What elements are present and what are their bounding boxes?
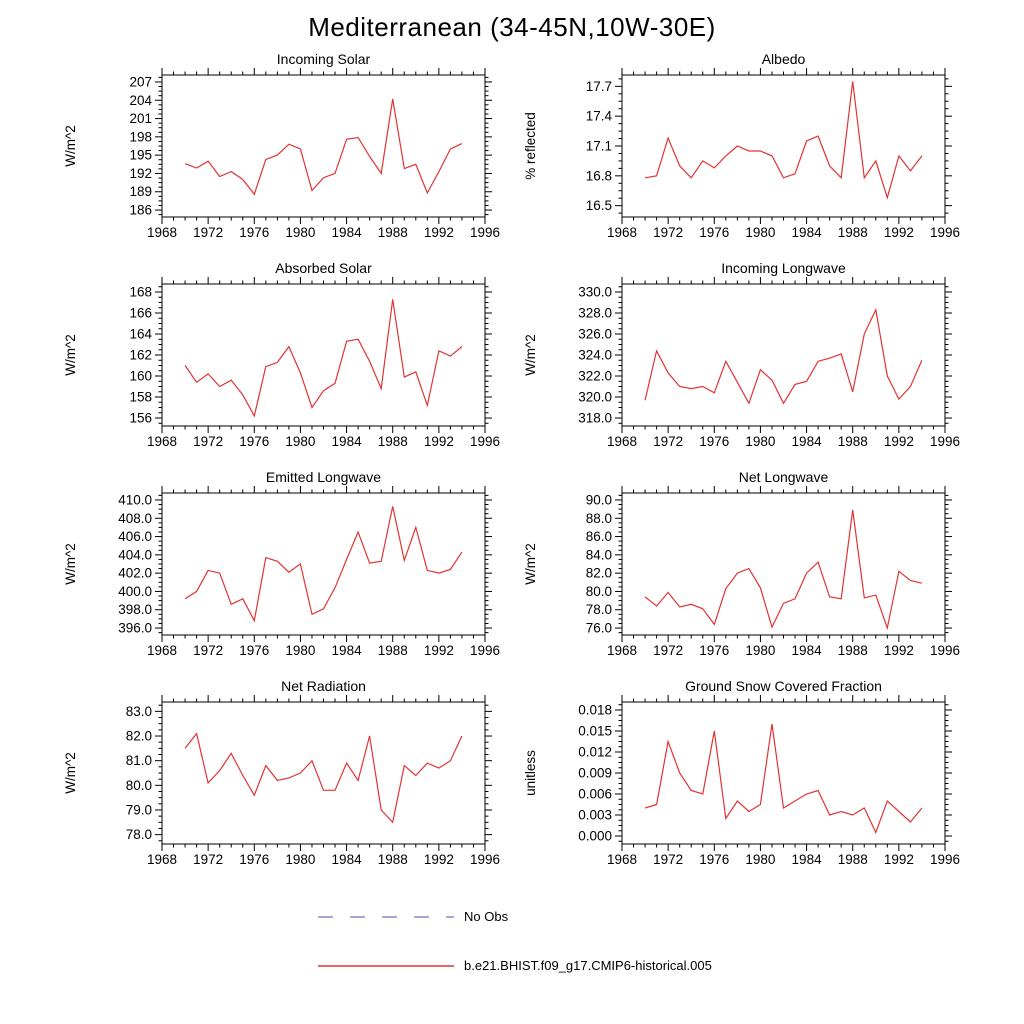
svg-text:90.0: 90.0 xyxy=(585,492,612,508)
svg-text:0.003: 0.003 xyxy=(578,807,612,823)
y-axis-label: W/m^2 xyxy=(63,334,78,376)
svg-text:82.0: 82.0 xyxy=(125,728,152,744)
y-axis-label: W/m^2 xyxy=(63,543,78,585)
svg-text:402.0: 402.0 xyxy=(118,565,152,581)
svg-text:1984: 1984 xyxy=(791,225,822,240)
svg-text:1996: 1996 xyxy=(929,434,961,449)
svg-text:408.0: 408.0 xyxy=(118,510,152,526)
plot-frame xyxy=(162,493,485,635)
svg-text:1984: 1984 xyxy=(331,643,362,658)
y-axis-label: W/m^2 xyxy=(63,125,78,167)
plot-frame xyxy=(622,493,945,635)
svg-text:1968: 1968 xyxy=(606,852,638,867)
svg-text:88.0: 88.0 xyxy=(585,510,612,526)
svg-text:0.009: 0.009 xyxy=(578,765,612,781)
svg-text:80.0: 80.0 xyxy=(585,583,612,599)
svg-text:1984: 1984 xyxy=(331,434,362,449)
svg-text:86.0: 86.0 xyxy=(585,529,612,545)
svg-text:1976: 1976 xyxy=(239,643,270,658)
svg-text:1996: 1996 xyxy=(469,643,501,658)
subplot-title: Net Radiation xyxy=(281,678,366,694)
svg-text:328.0: 328.0 xyxy=(578,305,612,321)
subplot-absorbed-solar xyxy=(57,260,507,465)
series-line xyxy=(185,299,462,416)
svg-text:1984: 1984 xyxy=(331,852,362,867)
series-line xyxy=(645,510,922,628)
chart-canvas xyxy=(517,260,967,465)
svg-text:1992: 1992 xyxy=(423,225,454,240)
y-axis-label: W/m^2 xyxy=(523,543,538,585)
subplot-ground-snow-covered-fraction xyxy=(517,678,967,883)
svg-text:17.7: 17.7 xyxy=(585,78,612,94)
svg-text:1988: 1988 xyxy=(377,643,408,658)
svg-text:1984: 1984 xyxy=(791,643,822,658)
subplot-incoming-solar xyxy=(57,51,507,256)
chart-canvas xyxy=(517,51,967,256)
svg-text:80.0: 80.0 xyxy=(125,777,152,793)
figure-title: Mediterranean (34-45N,10W-30E) xyxy=(308,12,716,42)
svg-text:1972: 1972 xyxy=(193,852,224,867)
svg-text:1976: 1976 xyxy=(699,643,730,658)
svg-text:160: 160 xyxy=(129,368,152,384)
plot-frame xyxy=(162,75,485,217)
svg-text:164: 164 xyxy=(129,326,152,342)
subplot-albedo xyxy=(517,51,967,256)
svg-text:1980: 1980 xyxy=(745,225,776,240)
svg-text:1980: 1980 xyxy=(285,643,316,658)
svg-text:1992: 1992 xyxy=(883,434,914,449)
svg-text:1968: 1968 xyxy=(146,225,178,240)
svg-text:1992: 1992 xyxy=(423,434,454,449)
svg-text:1980: 1980 xyxy=(285,434,316,449)
plot-frame xyxy=(162,702,485,844)
svg-text:195: 195 xyxy=(129,147,152,163)
subplot-title: Incoming Longwave xyxy=(721,260,846,276)
svg-text:1988: 1988 xyxy=(377,434,408,449)
svg-text:83.0: 83.0 xyxy=(125,703,152,719)
plot-frame xyxy=(622,702,945,844)
svg-text:1976: 1976 xyxy=(239,225,270,240)
case-solid-line-swatch xyxy=(316,960,456,972)
svg-text:79.0: 79.0 xyxy=(125,802,152,818)
svg-text:1996: 1996 xyxy=(929,852,961,867)
svg-text:1972: 1972 xyxy=(193,643,224,658)
svg-text:81.0: 81.0 xyxy=(125,753,152,769)
chart-canvas xyxy=(57,678,507,883)
subplot-grid xyxy=(0,51,1024,883)
series-line xyxy=(645,724,922,833)
svg-text:78.0: 78.0 xyxy=(125,827,152,843)
svg-text:162: 162 xyxy=(129,347,152,363)
svg-text:156: 156 xyxy=(129,410,152,426)
svg-text:192: 192 xyxy=(129,165,152,181)
chart-canvas xyxy=(517,469,967,674)
legend-label-no-obs: No Obs xyxy=(464,909,509,924)
chart-canvas xyxy=(57,260,507,465)
svg-text:1972: 1972 xyxy=(193,225,224,240)
svg-text:0.000: 0.000 xyxy=(578,828,612,844)
svg-text:17.1: 17.1 xyxy=(585,138,612,154)
svg-text:1968: 1968 xyxy=(146,643,178,658)
subplot-title: Absorbed Solar xyxy=(275,260,372,276)
svg-text:0.018: 0.018 xyxy=(578,702,612,718)
svg-text:322.0: 322.0 xyxy=(578,368,612,384)
svg-text:1988: 1988 xyxy=(837,434,868,449)
subplot-title: Incoming Solar xyxy=(276,51,371,67)
svg-text:1996: 1996 xyxy=(469,434,501,449)
series-line xyxy=(645,81,922,197)
svg-text:1996: 1996 xyxy=(469,225,501,240)
legend-line-graphic xyxy=(316,960,456,972)
svg-text:84.0: 84.0 xyxy=(585,547,612,563)
no-obs-dashed-line-swatch xyxy=(316,911,456,923)
svg-text:326.0: 326.0 xyxy=(578,326,612,342)
svg-text:201: 201 xyxy=(129,111,152,127)
svg-text:0.006: 0.006 xyxy=(578,786,612,802)
svg-text:1980: 1980 xyxy=(285,852,316,867)
svg-text:1996: 1996 xyxy=(929,643,961,658)
svg-text:1992: 1992 xyxy=(423,643,454,658)
svg-text:204: 204 xyxy=(129,92,152,108)
svg-text:168: 168 xyxy=(129,284,152,300)
chart-canvas xyxy=(517,678,967,883)
svg-text:186: 186 xyxy=(129,202,152,218)
svg-text:1980: 1980 xyxy=(745,852,776,867)
chart-canvas xyxy=(57,469,507,674)
svg-text:166: 166 xyxy=(129,305,152,321)
svg-text:207: 207 xyxy=(129,74,152,90)
svg-text:404.0: 404.0 xyxy=(118,547,152,563)
svg-text:1976: 1976 xyxy=(239,434,270,449)
svg-text:1984: 1984 xyxy=(791,434,822,449)
plot-frame xyxy=(162,284,485,426)
svg-text:1988: 1988 xyxy=(377,225,408,240)
plot-frame xyxy=(622,284,945,426)
svg-text:1992: 1992 xyxy=(883,225,914,240)
y-axis-label: W/m^2 xyxy=(63,752,78,794)
svg-text:198: 198 xyxy=(129,129,152,145)
svg-text:1996: 1996 xyxy=(469,852,501,867)
y-axis-label: % reflected xyxy=(523,112,538,180)
series-line xyxy=(185,99,462,194)
svg-text:1976: 1976 xyxy=(699,852,730,867)
svg-text:78.0: 78.0 xyxy=(585,602,612,618)
svg-text:1976: 1976 xyxy=(699,434,730,449)
svg-text:1976: 1976 xyxy=(239,852,270,867)
legend-label-case: b.e21.BHIST.f09_g17.CMIP6-historical.005 xyxy=(464,958,712,973)
svg-text:1992: 1992 xyxy=(883,852,914,867)
svg-text:17.4: 17.4 xyxy=(585,108,612,124)
svg-text:320.0: 320.0 xyxy=(578,389,612,405)
svg-text:1968: 1968 xyxy=(606,225,638,240)
svg-text:1972: 1972 xyxy=(653,225,684,240)
svg-text:318.0: 318.0 xyxy=(578,410,612,426)
svg-text:0.012: 0.012 xyxy=(578,744,612,760)
svg-text:1972: 1972 xyxy=(193,434,224,449)
svg-text:1992: 1992 xyxy=(883,643,914,658)
svg-text:398.0: 398.0 xyxy=(118,602,152,618)
svg-text:1968: 1968 xyxy=(146,434,178,449)
svg-text:1968: 1968 xyxy=(606,434,638,449)
svg-text:189: 189 xyxy=(129,184,152,200)
series-line xyxy=(185,734,462,823)
subplot-net-radiation xyxy=(57,678,507,883)
plot-frame xyxy=(622,75,945,217)
svg-text:1988: 1988 xyxy=(837,643,868,658)
svg-text:1984: 1984 xyxy=(331,225,362,240)
svg-text:1980: 1980 xyxy=(745,434,776,449)
svg-text:1988: 1988 xyxy=(837,852,868,867)
y-axis-label: W/m^2 xyxy=(523,334,538,376)
svg-text:406.0: 406.0 xyxy=(118,529,152,545)
subplot-title: Net Longwave xyxy=(738,469,829,485)
legend xyxy=(316,909,1024,973)
subplot-title: Albedo xyxy=(761,51,806,67)
subplot-net-longwave xyxy=(517,469,967,674)
subplot-title: Emitted Longwave xyxy=(265,469,382,485)
svg-text:0.015: 0.015 xyxy=(578,723,612,739)
svg-text:1968: 1968 xyxy=(146,852,178,867)
svg-text:410.0: 410.0 xyxy=(118,492,152,508)
subplot-incoming-longwave xyxy=(517,260,967,465)
svg-text:400.0: 400.0 xyxy=(118,583,152,599)
svg-text:1980: 1980 xyxy=(285,225,316,240)
svg-text:396.0: 396.0 xyxy=(118,620,152,636)
svg-text:1968: 1968 xyxy=(606,643,638,658)
svg-text:1992: 1992 xyxy=(423,852,454,867)
svg-text:16.8: 16.8 xyxy=(585,168,612,184)
chart-canvas xyxy=(57,51,507,256)
svg-text:82.0: 82.0 xyxy=(585,565,612,581)
svg-text:330.0: 330.0 xyxy=(578,284,612,300)
svg-text:1980: 1980 xyxy=(745,643,776,658)
y-axis-label: unitless xyxy=(523,750,538,796)
svg-text:158: 158 xyxy=(129,389,152,405)
svg-text:324.0: 324.0 xyxy=(578,347,612,363)
svg-text:1984: 1984 xyxy=(791,852,822,867)
legend-item-no-obs xyxy=(316,909,1024,924)
series-line xyxy=(645,310,922,404)
legend-line-graphic xyxy=(316,911,456,923)
svg-text:1988: 1988 xyxy=(377,852,408,867)
subplot-title: Ground Snow Covered Fraction xyxy=(685,678,882,694)
svg-text:1976: 1976 xyxy=(699,225,730,240)
series-line xyxy=(185,506,462,620)
svg-text:16.5: 16.5 xyxy=(585,198,612,214)
svg-text:76.0: 76.0 xyxy=(585,620,612,636)
svg-text:1972: 1972 xyxy=(653,643,684,658)
svg-text:1996: 1996 xyxy=(929,225,961,240)
svg-text:1988: 1988 xyxy=(837,225,868,240)
subplot-emitted-longwave xyxy=(57,469,507,674)
svg-text:1972: 1972 xyxy=(653,852,684,867)
legend-item-case xyxy=(316,958,1024,973)
svg-text:1972: 1972 xyxy=(653,434,684,449)
